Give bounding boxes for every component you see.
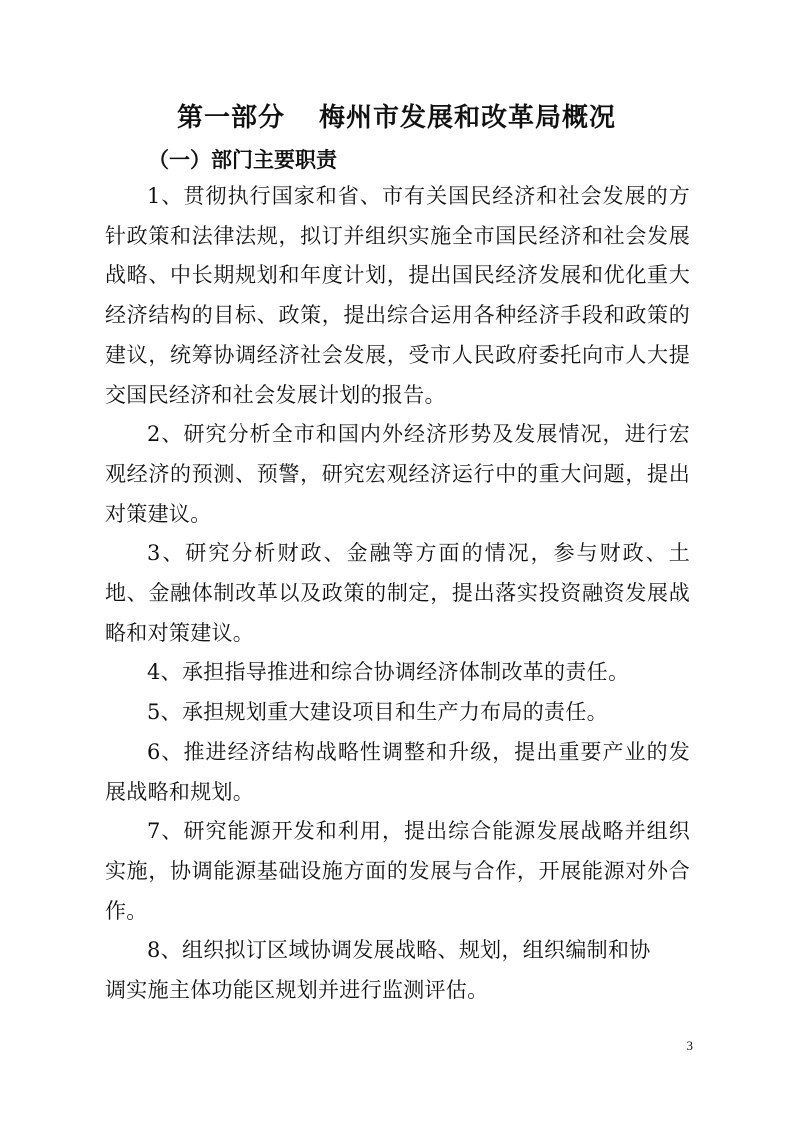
paragraph-8-line-2: 调实施主体功能区规划并进行监测评估。: [105, 978, 489, 1003]
paragraph-2: 2、研究分析全市和国内外经济形势及发展情况，进行宏观经济的预测、预警，研究宏观经济运行中的重大问题，提出对策建议。: [105, 422, 690, 526]
page-number: 3: [686, 1038, 693, 1053]
paragraph-3: 3、研究分析财政、金融等方面的情况，参与财政、土地、金融体制改革以及政策的制定，提出落实投资融资发展战略和对策建议。: [105, 541, 690, 645]
body-text: [105, 177, 690, 1011]
title-name: 梅州市发展和改革局概况: [319, 103, 617, 133]
paragraph-6: 6、推进经济结构战略性调整和升级，提出重要产业的发展战略和规划。: [105, 739, 690, 804]
paragraph-5: 5、承担规划重大建设项目和生产力布局的责任。: [147, 700, 608, 725]
paragraph-8: [105, 931, 690, 1010]
title-part: 第一部分: [176, 103, 285, 133]
paragraph-4: 4、承担指导推进和综合协调经济体制改革的责任。: [147, 660, 630, 685]
paragraph-8-line-1: 8、组织拟订区域协调发展战略、规划，组织编制和协: [147, 938, 651, 963]
paragraph-7: 7、研究能源开发和利用，提出综合能源发展战略并组织实施，协调能源基础设施方面的发展与合作，开展能源对外合作。: [105, 819, 690, 923]
section-heading: （一）部门主要职责: [148, 148, 337, 172]
page-title: [0, 98, 793, 138]
paragraph-1: 1、贯彻执行国家和省、市有关国民经济和社会发展的方针政策和法律法规，拟订并组织实施全市国民经济和社会发展战略、中长期规划和年度计划，提出国民经济发展和优化重大经济结构的目标、政策，提出综合运用各种经济手段和政策的建议，统筹协调经济社会发展，受市人民政府委托向市人大提交国民经济和社会发展计划的报告。: [105, 184, 690, 407]
